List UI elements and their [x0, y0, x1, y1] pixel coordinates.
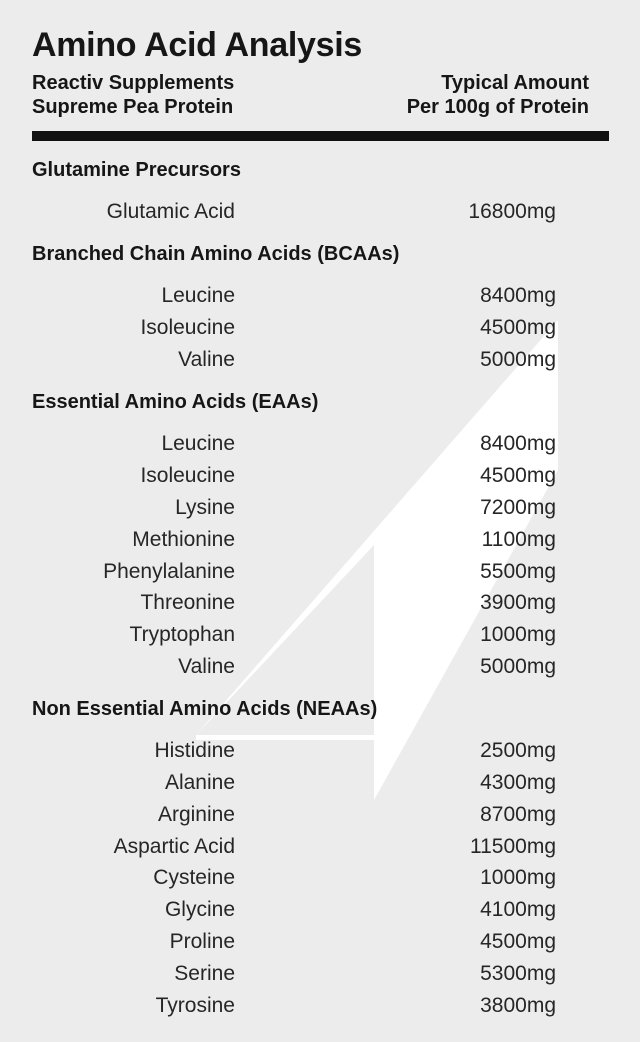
amino-acid-amount: 8400mg — [480, 284, 556, 307]
page-title: Amino Acid Analysis — [32, 26, 362, 64]
table-row — [0, 525, 640, 555]
table-row — [0, 557, 640, 587]
amino-acid-name: Isoleucine — [140, 464, 235, 487]
table-row — [0, 832, 640, 862]
amino-acid-amount: 5500mg — [480, 560, 556, 583]
amino-acid-name: Tryptophan — [129, 623, 235, 646]
section-title: Non Essential Amino Acids (NEAAs) — [32, 698, 378, 720]
amino-acid-amount: 1000mg — [480, 866, 556, 889]
section-title: Essential Amino Acids (EAAs) — [32, 391, 319, 413]
amino-acid-amount: 16800mg — [468, 200, 556, 223]
header-divider — [32, 131, 609, 141]
table-row — [0, 991, 640, 1021]
table-row — [0, 345, 640, 375]
amino-acid-amount: 8400mg — [480, 432, 556, 455]
table-row — [0, 927, 640, 957]
amino-acid-name: Tyrosine — [155, 994, 235, 1017]
amino-acid-name: Histidine — [154, 739, 235, 762]
amino-acid-amount: 4300mg — [480, 771, 556, 794]
amino-acid-amount: 4100mg — [480, 898, 556, 921]
amino-acid-amount: 5000mg — [480, 348, 556, 371]
table-row — [0, 313, 640, 343]
amino-acid-name: Alanine — [164, 771, 235, 794]
table-row — [0, 493, 640, 523]
table-row — [0, 588, 640, 618]
amino-acid-amount: 3900mg — [480, 591, 556, 614]
table-row — [0, 768, 640, 798]
amino-acid-amount: 1000mg — [480, 623, 556, 646]
amino-acid-name: Serine — [174, 962, 235, 985]
amino-acid-amount: 4500mg — [480, 930, 556, 953]
amino-acid-name: Leucine — [161, 432, 235, 455]
amino-acid-name: Valine — [178, 655, 235, 678]
product-name: Supreme Pea Protein — [32, 96, 234, 118]
amino-acid-name: Isoleucine — [140, 316, 235, 339]
amino-acid-name: Glycine — [164, 898, 235, 921]
amino-acid-amount: 11500mg — [469, 835, 556, 858]
amino-acid-amount: 7200mg — [480, 496, 556, 519]
table-row — [0, 429, 640, 459]
table-row — [0, 461, 640, 491]
amino-acid-amount: 5000mg — [480, 655, 556, 678]
amount-basis: Per 100g of Protein — [406, 96, 589, 118]
section-title: Branched Chain Amino Acids (BCAAs) — [32, 243, 400, 265]
table-row — [0, 959, 640, 989]
amino-acid-name: Cysteine — [153, 866, 235, 889]
table-row — [0, 895, 640, 925]
brand-name: Reactiv Supplements — [32, 72, 235, 94]
amino-acid-name: Arginine — [157, 803, 235, 826]
table-row — [0, 800, 640, 830]
amino-acid-name: Proline — [169, 930, 235, 953]
amino-acid-name: Methionine — [132, 528, 235, 551]
amino-acid-name: Leucine — [161, 284, 235, 307]
section-title: Glutamine Precursors — [32, 159, 241, 181]
amino-acid-name: Valine — [178, 348, 235, 371]
amino-acid-name: Aspartic Acid — [113, 835, 235, 858]
table-row — [0, 863, 640, 893]
amino-acid-name: Glutamic Acid — [106, 200, 235, 223]
table-row — [0, 281, 640, 311]
amino-acid-amount: 4500mg — [480, 464, 556, 487]
table-row — [0, 652, 640, 682]
amino-acid-amount: 1100mg — [481, 528, 556, 551]
amino-acid-name: Threonine — [140, 591, 235, 614]
amino-acid-amount: 2500mg — [480, 739, 556, 762]
table-row — [0, 736, 640, 766]
amino-acid-amount: 5300mg — [480, 962, 556, 985]
amino-acid-amount: 4500mg — [480, 316, 556, 339]
amino-acid-amount: 3800mg — [480, 994, 556, 1017]
amino-acid-amount: 8700mg — [480, 803, 556, 826]
amino-acid-name: Lysine — [175, 496, 235, 519]
table-row — [0, 620, 640, 650]
table-row — [0, 197, 640, 227]
amino-acid-name: Phenylalanine — [103, 560, 235, 583]
amount-header: Typical Amount — [441, 72, 589, 94]
